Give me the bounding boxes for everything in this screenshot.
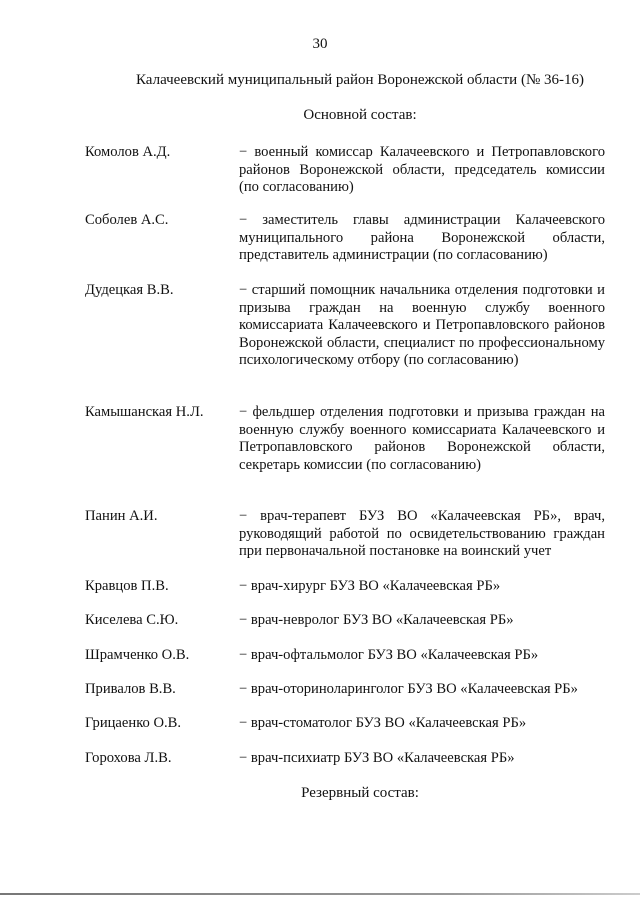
member-role: − старший помощник начальника отделения подготовки и призыва граждан на военную службу военного комиссариата Калачеевского и Петропавловского районов Воронежской области, специалист по профессиональному психологическому отбору (по согласованию) <box>239 282 605 368</box>
member-role: − фельдшер отделения подготовки и призыва граждан на военную службу военного комиссариата Калачеевского и Петропавловского районов Воронежской области, секретарь комиссии (по согласованию) <box>239 404 605 473</box>
member-name: Киселева С.Ю. <box>85 612 179 628</box>
member-role: − военный комиссар Калачеевского и Петропавловского районов Воронежской области, председатель комиссии (по согласованию) <box>239 144 605 195</box>
scan-bottom-edge <box>0 893 640 895</box>
member-name: Панин А.И. <box>85 508 158 524</box>
member-name: Дудецкая В.В. <box>85 282 174 298</box>
member-role: − врач-психиатр БУЗ ВО «Калачеевская РБ» <box>239 750 515 766</box>
page-number: 30 <box>312 36 328 52</box>
member-name: Шрамченко О.В. <box>85 647 190 663</box>
member-role: − врач-стоматолог БУЗ ВО «Калачеевская РБ» <box>239 715 527 731</box>
reserve-composition-heading: Резервный состав: <box>301 785 419 801</box>
member-name: Грицаенко О.В. <box>85 715 182 731</box>
main-composition-heading: Основной состав: <box>303 107 417 123</box>
member-name: Горохова Л.В. <box>85 750 172 766</box>
member-role: − врач-оториноларинголог БУЗ ВО «Калачеевская РБ» <box>239 681 578 697</box>
member-role: − врач-хирург БУЗ ВО «Калачеевская РБ» <box>239 578 501 594</box>
member-role: − врач-офтальмолог БУЗ ВО «Калачеевская РБ» <box>239 647 539 663</box>
member-name: Комолов А.Д. <box>85 144 171 160</box>
member-role: − заместитель главы администрации Калачеевского муниципального района Воронежской области, представитель администрации (по согласованию) <box>239 212 605 263</box>
member-role: − врач-невролог БУЗ ВО «Калачеевская РБ» <box>239 612 514 628</box>
member-name: Камышанская Н.Л. <box>85 404 204 420</box>
member-name: Соболев А.С. <box>85 212 169 228</box>
member-role: − врач-терапевт БУЗ ВО «Калачеевская РБ», врач, руководящий работой по освидетельствованию граждан при первоначальной постановке на воинский учет <box>239 508 605 559</box>
district-title: Калачеевский муниципальный район Воронежской области (№ 36-16) <box>135 72 584 88</box>
member-name: Привалов В.В. <box>85 681 176 697</box>
member-name: Кравцов П.В. <box>85 578 169 594</box>
